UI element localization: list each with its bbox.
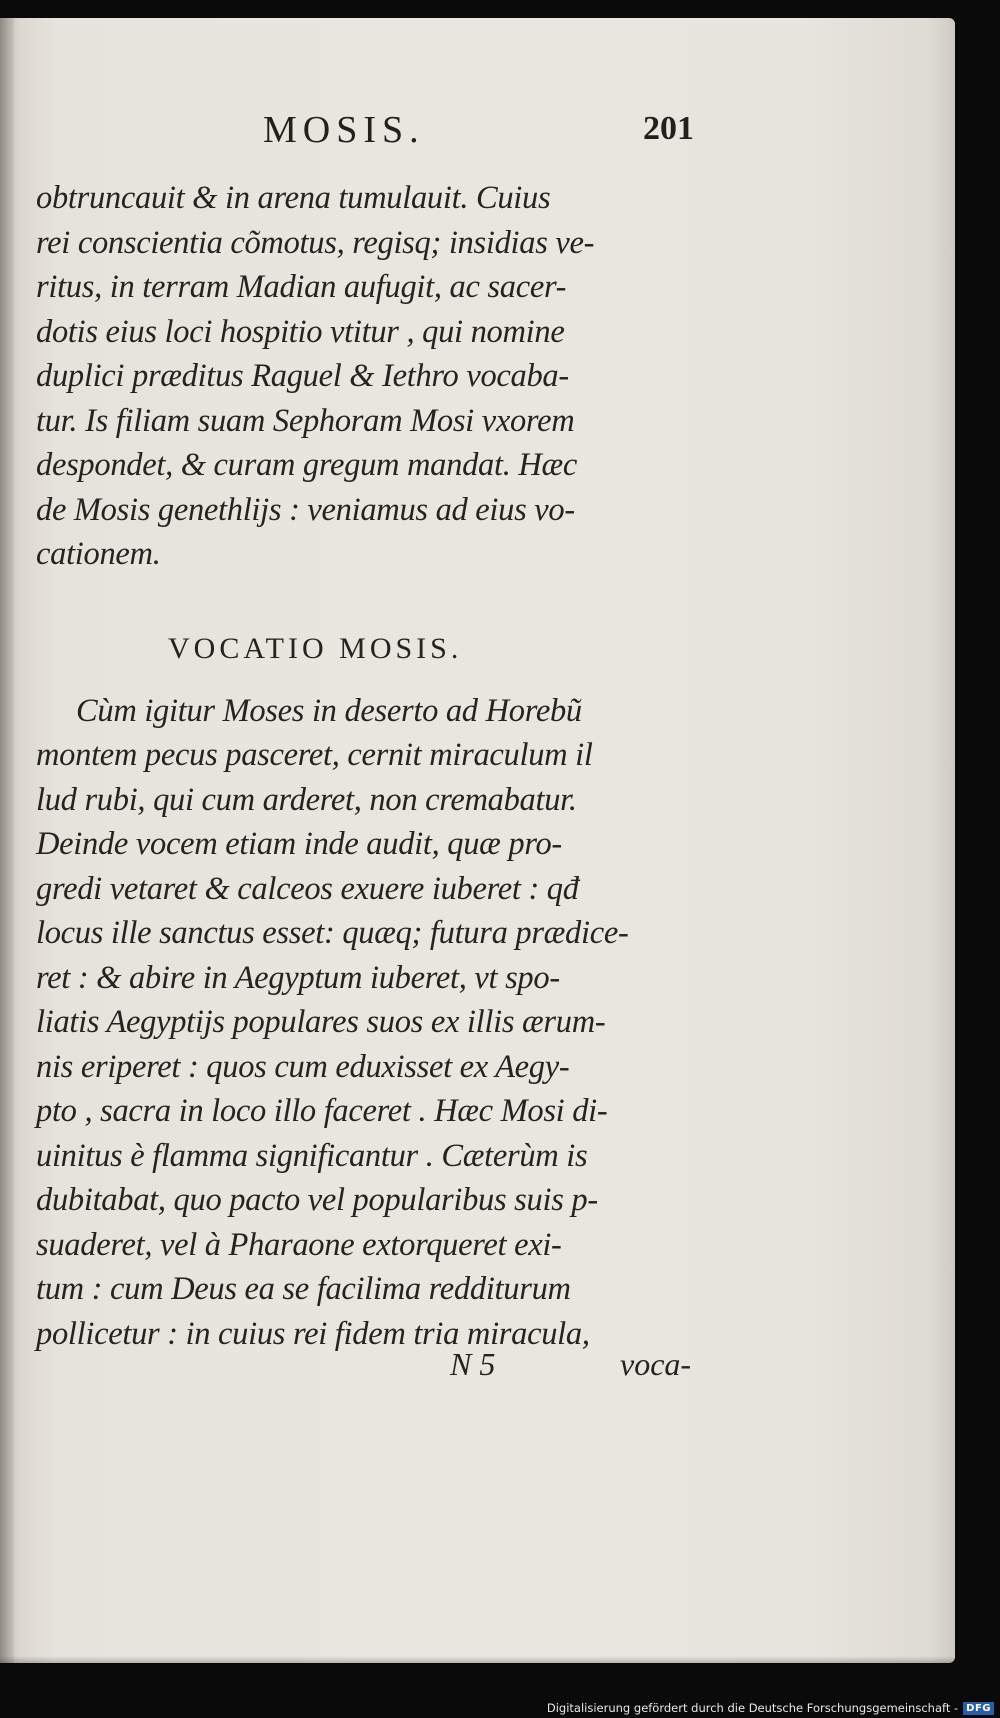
digitization-credit	[547, 1701, 994, 1715]
text-line: dotis eius loci hospitio vtitur , qui nomine	[36, 313, 565, 350]
text-line: pollicetur : in cuius rei fidem tria miracula,	[36, 1315, 590, 1352]
text-line: nis eriperet : quos cum eduxisset ex Aegy-	[36, 1048, 570, 1085]
text-line: ret : & abire in Aegyptum iuberet, vt spo-	[36, 959, 560, 996]
text-line: Cùm igitur Moses in deserto ad Horebũ	[76, 692, 582, 729]
section-heading: VOCATIO MOSIS.	[168, 631, 463, 665]
section-spacer	[36, 577, 716, 627]
text-line: uinitus è flamma significantur . Cæterùm is	[36, 1137, 588, 1174]
page-number: 201	[643, 110, 694, 147]
text-line: ritus, in terram Madian aufugit, ac sacer-	[36, 269, 567, 305]
text-block	[36, 176, 716, 1356]
running-head: MOSIS.	[263, 109, 425, 151]
text-line: de Mosis genethlijs : veniamus ad eius vo-	[36, 491, 575, 528]
text-line: rei conscientia cõmotus, regisq; insidias ve-	[36, 224, 595, 261]
text-line: suaderet, vel à Pharaone extorqueret exi-	[36, 1226, 562, 1263]
signature-mark: N 5	[450, 1346, 496, 1382]
text-line: Deinde vocem etiam inde audit, quæ pro-	[36, 826, 562, 862]
text-line: locus ille sanctus esset: quæq; futura prædice-	[36, 915, 629, 951]
text-line: liatis Aegyptijs populares suos ex illis ærum-	[36, 1004, 606, 1040]
text-line: duplici præditus Raguel & Iethro vocaba-	[36, 358, 569, 394]
text-line: gredi vetaret & calceos exuere iuberet : qđ	[36, 870, 579, 907]
book-page	[0, 18, 955, 1663]
text-line: lud rubi, qui cum arderet, non cremabatur.	[36, 781, 577, 818]
page-header	[0, 100, 955, 150]
dfg-logo-icon: DFG	[963, 1702, 994, 1715]
page-footer	[0, 1338, 955, 1388]
text-line: despondet, & curam gregum mandat. Hæc	[36, 447, 578, 483]
catchword: voca-	[620, 1346, 692, 1382]
credit-text: Digitalisierung gefördert durch die Deutsche Forschungsgemeinschaft -	[546, 1701, 959, 1715]
text-line: pto , sacra in loco illo faceret . Hæc Mosi di-	[36, 1093, 608, 1129]
text-line: tum : cum Deus ea se facilima redditurum	[36, 1271, 571, 1307]
text-line: obtruncauit & in arena tumulauit. Cuius	[36, 180, 551, 216]
text-line: dubitabat, quo pacto vel popularibus suis p-	[36, 1182, 598, 1218]
paragraph-vocatio	[36, 689, 716, 1357]
text-line: cationem.	[36, 536, 161, 572]
paragraph-genethlia	[36, 176, 716, 577]
text-line: tur. Is filiam suam Sephoram Mosi vxorem	[36, 402, 575, 439]
text-line: montem pecus pasceret, cernit miraculum il	[36, 737, 593, 773]
